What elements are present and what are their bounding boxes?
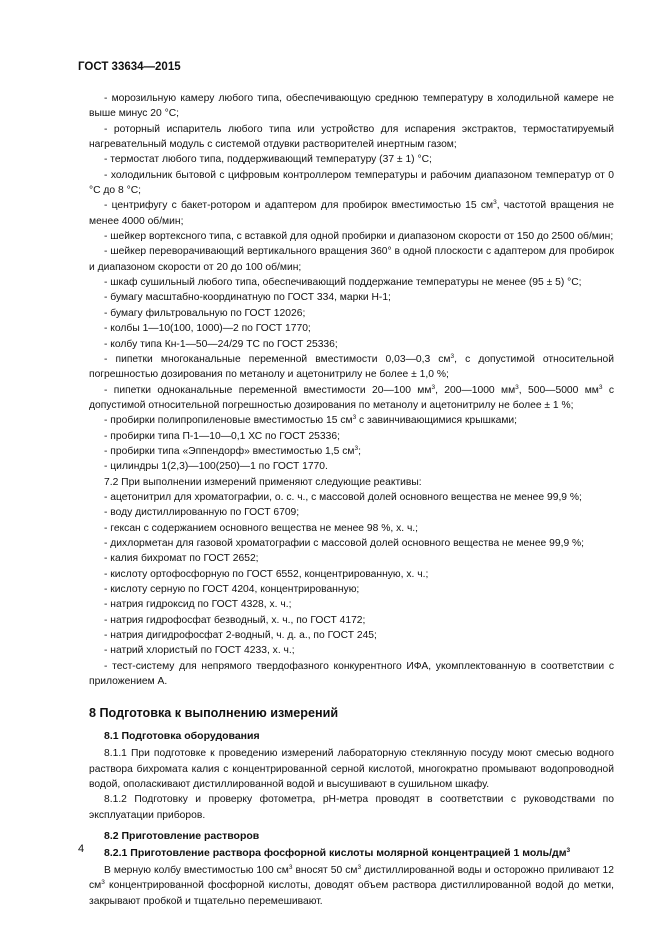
list-item: - калия бихромат по ГОСТ 2652; xyxy=(104,553,259,565)
list-item: - натрия гидроксид по ГОСТ 4328, х. ч.; xyxy=(104,599,292,611)
list-item: - дихлорметан для газовой хроматографии с массовой долей основного вещества не менее 99,9 %; xyxy=(104,537,585,549)
list-item: - гексан с содержанием основного вещества не менее 98 %, х. ч.; xyxy=(104,522,419,534)
list-item: - натрия дигидрофосфат 2-водный, ч. д. а., по ГОСТ 245; xyxy=(104,630,377,642)
list-item: - тест-систему для непрямого твердофазного конкурентного ИФА, укомплектованную в соответствии с приложением А. xyxy=(89,660,614,688)
list-item: - холодильник бытовой с цифровым контроллером температуры и рабочим диапазоном температур от 0 °С до 8 °С; xyxy=(89,169,614,197)
list-item: - кислоту серную по ГОСТ 4204, концентрированную; xyxy=(104,584,360,595)
section-8-2-heading: 8.2 Приготовление растворов xyxy=(104,830,260,843)
page-number: 4 xyxy=(78,843,85,855)
list-item: - цилиндры 1(2,3)—100(250)—1 по ГОСТ 1770. xyxy=(104,461,328,473)
list-item: - бумагу фильтровальную по ГОСТ 12026; xyxy=(104,307,306,319)
list-item: - пробирки полипропиленовые вместимостью 15 $см^3$ с завинчивающимися крышками; xyxy=(104,414,518,427)
paragraph-8-1-2: 8.1.2 Подготовку и проверку фотометра, рН-метра проводят в соответствии с руководствами по эксплуатации приборов. xyxy=(89,794,614,821)
standard-code: ГОСТ 33634—2015 xyxy=(78,61,181,73)
list-item: - шейкер переворачивающий вертикального вращения 360° в одной плоскости с адаптером для пробирок и диапазоном скорости от 20 до 100 об/мин; xyxy=(89,246,614,273)
list-item: - колбу типа Кн-1—50—24/29 ТС по ГОСТ 25336; xyxy=(104,338,338,350)
list-item: - роторный испаритель любого типа или устройство для испарения экстрактов, термостатируемый нагревательный модуль с системой отдувки растворителей инертным газом; xyxy=(89,123,614,151)
list-item: - пробирки типа «Эппендорф» вместимостью 1,5 $см^3$; xyxy=(104,444,361,457)
section-8-2-1-heading: 8.2.1 Приготовление раствора фосфорной кислоты молярной концентрацией 1 моль/$дм^3$ xyxy=(104,847,571,860)
list-item: - пипетки одноканальные переменной вместимости 20—100 $мм^3$, 200—1000 $мм^3$, 500—5000 $мм^3$ с допустимой относительной погрешностью дозирования по метанолу и ацетонитрилу не более ± 1 %; xyxy=(89,383,614,411)
list-item: - пробирки типа П-1—10—0,1 ХС по ГОСТ 25336; xyxy=(104,430,340,442)
equipment-list xyxy=(89,91,614,475)
list-item: - шейкер вортексного типа, с вставкой для одной пробирки и диапазоном скорости от 150 до 2500 об/мин; xyxy=(104,231,614,243)
section-8-heading: 8 Подготовка к выполнению измерений xyxy=(89,706,339,721)
list-item: - пипетки многоканальные переменной вместимости 0,03—0,3 $см^3$, с допустимой относительной погрешностью дозирования по метанолу и ацетонитрилу не более ± 1,0 %; xyxy=(89,352,614,381)
list-item: - кислоту ортофосфорную по ГОСТ 6552, концентрированную, х. ч.; xyxy=(104,568,429,580)
list-item: - ацетонитрил для хроматографии, о. с. ч., с массовой долей основного вещества не менее 99,9 %; xyxy=(104,491,582,503)
list-item: - морозильную камеру любого типа, обеспечивающую среднюю температуру в холодильной камере не выше минус 20 °С; xyxy=(89,93,614,120)
paragraph-8-2-1: В мерную колбу вместимостью 100 $см^3$ вносят 50 $см^3$ дистиллированной воды и осторожно приливают 12 $см^3$ концентрированной фосфорной кислоты, доводят объем раствора дистиллированной водой до метки, закрывают пробкой и тщательно перемешивают. xyxy=(89,864,614,907)
list-item: - термостат любого типа, поддерживающий температуру (37 ± 1) °С; xyxy=(104,154,432,166)
reagents-list xyxy=(89,490,614,689)
list-item: - воду дистиллированную по ГОСТ 6709; xyxy=(104,507,300,519)
list-item: - натрия гидрофосфат безводный, х. ч., по ГОСТ 4172; xyxy=(104,614,366,626)
body-text xyxy=(89,91,614,909)
list-item: - бумагу масштабно-координатную по ГОСТ 334, марки Н-1; xyxy=(104,292,391,304)
list-item: - центрифугу с бакет-ротором и адаптером для пробирок вместимостью 15 $см^3$, частотой вращения не менее 4000 об/мин; xyxy=(89,199,615,227)
paragraph-8-1-1: 8.1.1 При подготовке к проведению измерений лабораторную стеклянную посуду моют смесью водного раствора бихромата калия с концентрированной серной кислотой, многократно промывают водопроводной водой, ополаскивают дистиллированной водой и высушивают в сушильном шкафу. xyxy=(89,748,614,791)
list-item: - натрий хлористый по ГОСТ 4233, х. ч.; xyxy=(104,645,295,657)
list-item: - шкаф сушильный любого типа, обеспечивающий поддержание температуры не менее (95 ± 5) °С; xyxy=(104,277,582,289)
section-8-1-heading: 8.1 Подготовка оборудования xyxy=(104,730,260,743)
list-item: - колбы 1—10(100, 1000)—2 по ГОСТ 1770; xyxy=(104,323,311,335)
reagents-intro: 7.2 При выполнении измерений применяют следующие реактивы: xyxy=(104,476,422,488)
